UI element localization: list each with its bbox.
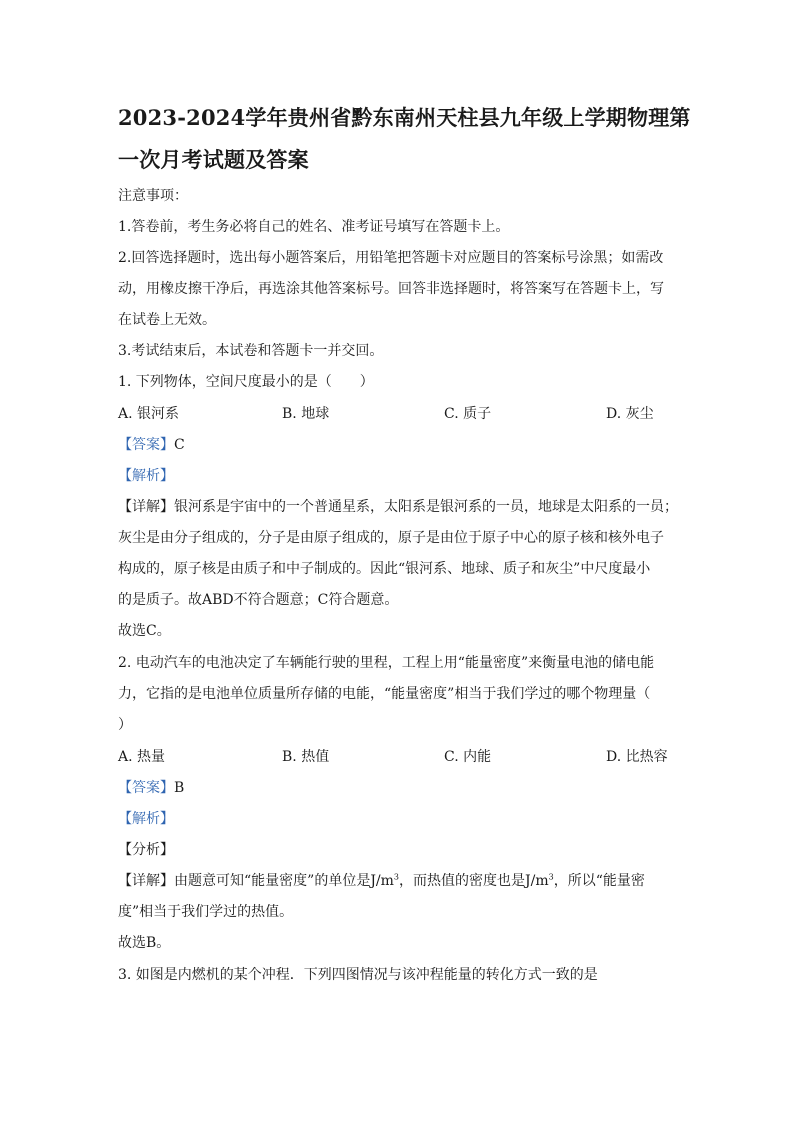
q2-option-d: D. 比热容 bbox=[606, 749, 668, 765]
document-title-line2: 一次月考试题及答案 bbox=[118, 147, 309, 172]
notice-line: 1.答卷前，考生务必将自己的姓名、准考证号填写在答题卡上。 bbox=[118, 219, 510, 235]
q2-detail-c: ，所以“能量密 bbox=[553, 873, 645, 889]
q1-detail-line bbox=[118, 497, 678, 517]
notice-heading: 注意事项： bbox=[118, 188, 188, 204]
answer-tag: 【答案】 bbox=[118, 437, 174, 453]
notice-line: 3.考试结束后，本试卷和答题卡一并交回。 bbox=[118, 343, 384, 359]
q1-option-c: C. 质子 bbox=[444, 406, 492, 422]
notice-line: 动，用橡皮擦干净后，再选涂其他答案标号。回答非选择题时，将答案写在答题卡上，写 bbox=[118, 281, 664, 297]
q2-answer-line bbox=[118, 778, 184, 798]
q2-answer-value: B bbox=[174, 780, 185, 796]
notice-line: 在试卷上无效。 bbox=[118, 312, 216, 328]
q1-analysis-tag: 【解析】 bbox=[118, 468, 174, 484]
q1-detail-line: 灰尘是由分子组成的，分子是由原子组成的，原子是由位于原子中心的原子核和核外电子 bbox=[118, 530, 664, 546]
q3-stem: 3. 如图是内燃机的某个冲程．下列四图情况与该冲程能量的转化方式一致的是 bbox=[118, 967, 598, 983]
q2-option-c: C. 内能 bbox=[444, 749, 492, 765]
q1-option-b: B. 地球 bbox=[282, 406, 330, 422]
q1-detail-text: 银河系是宇宙中的一个普通星系，太阳系是银河系的一员，地球是太阳系的一员； bbox=[174, 499, 678, 515]
q1-detail-line: 构成的，原子核是由质子和中子制成的。因此“银河系、地球、质子和灰尘”中尺度最小 bbox=[118, 561, 651, 577]
q2-stem-line: 力，它指的是电池单位质量所存储的电能，“能量密度”相当于我们学过的哪个物理量（ bbox=[118, 686, 651, 702]
q2-stem-line: ） bbox=[118, 717, 132, 733]
q2-option-b: B. 热值 bbox=[282, 749, 330, 765]
q2-detail-a: 由题意可知“能量密度”的单位是J/m bbox=[174, 873, 394, 889]
notice-line: 2.回答选择题时，选出每小题答案后，用铅笔把答题卡对应题目的答案标号涂黑；如需改 bbox=[118, 250, 664, 266]
q1-option-a: A. 银河系 bbox=[118, 406, 180, 422]
q1-detail-line: 的是质子。故ABD不符合题意；C符合题意。 bbox=[118, 592, 399, 608]
q2-detail-line: 度”相当于我们学过的热值。 bbox=[118, 904, 294, 920]
q1-conclusion: 故选C。 bbox=[118, 623, 171, 639]
q1-stem: 1. 下列物体，空间尺度最小的是（ ） bbox=[118, 374, 374, 390]
q1-option-d: D. 灰尘 bbox=[606, 406, 654, 422]
document-title-line1: 2023-2024学年贵州省黔东南州天柱县九年级上学期物理第 bbox=[118, 105, 691, 130]
answer-tag: 【答案】 bbox=[118, 780, 174, 796]
q2-analysis-tag: 【解析】 bbox=[118, 811, 174, 827]
q2-detail-b: ，而热值的密度也是J/m bbox=[399, 873, 549, 889]
detail-tag: 【详解】 bbox=[118, 873, 174, 889]
q1-answer-value: C bbox=[174, 437, 185, 453]
q1-answer-line bbox=[118, 435, 185, 455]
superscript: 3 bbox=[393, 872, 400, 882]
q2-conclusion: 故选B。 bbox=[118, 935, 171, 951]
q2-option-a: A. 热量 bbox=[118, 749, 166, 765]
detail-tag: 【详解】 bbox=[118, 499, 174, 515]
superscript: 3 bbox=[548, 872, 554, 882]
q2-stem-line: 2. 电动汽车的电池决定了车辆能行驶的里程，工程上用“能量密度”来衡量电池的储电能 bbox=[118, 655, 655, 671]
q2-detail-line bbox=[118, 871, 645, 891]
q2-fenxi-tag: 【分析】 bbox=[118, 842, 174, 858]
